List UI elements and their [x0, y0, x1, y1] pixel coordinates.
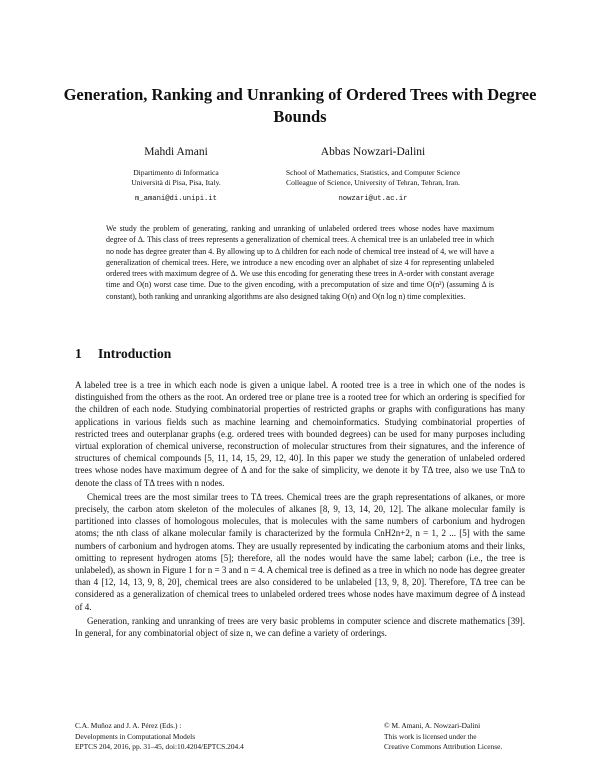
paper-title: Generation, Ranking and Unranking of Ordered Trees with Degree Bounds — [63, 85, 537, 126]
body-text — [75, 379, 525, 639]
author-affiliation: School of Mathematics, Statistics, and Computer Science — [285, 168, 461, 177]
paragraph: Generation, ranking and unranking of trees are very basic problems in computer science and discrete mathematics [39]. In general, for any combinatorial object of size n, we can define a variety of orderings. — [75, 615, 525, 639]
author-block-2 — [258, 146, 488, 206]
paragraph: Chemical trees are the most similar trees to TΔ trees. Chemical trees are the graph representations of alkanes, or more precisely, the carbon atom skeleton of the molecules of alkanes [8, 9, 13, 14, 20, 12]. The alkane molecular family is partitioned into classes of homologous molecules, that is molecules with the same numbers of carbonium and hydrogen atoms; the nth class of alkane molecular family is characterized by the formula CnH2n+2, n = 1, 2 ... [5] with the same numbers of carbonium and hydrogen atoms. They are usually represented by indicating the carbonium atoms and their links, omitting to represent hydrogen atoms [5]; therefore, all the nodes would have the same label; carbon (i.e., the tree is unlabeled), as shown in Figure 1 for n = 3 and n = 4. A chemical tree is defined as a tree in which no node has degree greater than 4 [12, 14, 13, 9, 8, 20], chemical trees are also considered to be unlabeled [13, 9, 8, 20]. Therefore, TΔ tree can be considered as a generalization of chemical trees to unlabeled ordered trees whose nodes have maximum degree of Δ instead of 4. — [75, 491, 525, 612]
footer-right — [384, 721, 502, 753]
footer-license-name: Creative Commons Attribution License. — [384, 742, 503, 751]
paragraph: A labeled tree is a tree in which each node is given a unique label. A rooted tree is a tree in which one of the nodes is distinguished from the others as the root. An ordered tree or plane tree is a rooted tree for which an ordering is specified for the children of each node. Studying combinatorial properties of restricted graphs or graphs with configurations has many applications in various fields such as machine learning and chemoinformatics. Studying combinatorial properties of restricted trees and outerplanar graphs (e.g. ordered trees with bounded degrees) can be used for many purposes including virtual exploration of chemical universe, reconstruction of molecular structures from their signatures, and the inference of structures of chemical compounds [5, 11, 14, 15, 29, 12, 40]. In this paper we study the generation of unlabeled ordered trees whose nodes have maximum degree of Δ and for the sake of simplicity, we denote it by TΔ tree, also we use TnΔ to denote the class of TΔ trees with n nodes. — [75, 380, 525, 488]
author-name: Abbas Nowzari-Dalini — [320, 146, 426, 158]
footer-venue: Developments in Computational Models — [75, 731, 196, 741]
author-email: nowzari@ut.ac.ir — [338, 195, 408, 203]
footer-copyright: © M. Amani, A. Nowzari-Dalini — [384, 721, 481, 730]
author-affiliation: Dipartimento di Informatica — [133, 168, 219, 177]
author-affiliation: Università di Pisa, Pisa, Italy. — [131, 178, 221, 187]
footer-editors: C.A. Muñoz and J. A. Pérez (Eds.) : — [75, 721, 182, 730]
author-affiliation: Colleague of Science, University of Tehran, Tehran, Iran. — [286, 178, 460, 187]
section-title: Introduction — [98, 346, 172, 361]
footer-doi: EPTCS 204, 2016, pp. 31–45, doi:10.4204/EPTCS.204.4 — [75, 742, 244, 751]
footer-license-line: This work is licensed under the — [384, 731, 477, 741]
section-heading — [75, 346, 171, 362]
author-block-1 — [106, 146, 246, 206]
abstract: We study the problem of generating, ranking and unranking of unlabeled ordered trees whose nodes have maximum degree of Δ. This class of trees represents a generalization of chemical trees. A chemical tree is an unlabeled tree in which no node has degree greater than 4. By allowing up to Δ children for each node of chemical tree instead of 4, we will have a generalization of chemical trees. Here, we introduce a new encoding over an alphabet of size 4 for representing unlabeled ordered trees with maximum degree of Δ. We use this encoding for generating these trees in A-order with constant average time and O(n) worst case time. Due to the given encoding, with a precomputation of size and time O(n²) (assuming Δ is constant), both ranking and unranking algorithms are also designed taking O(n) and O(n log n) time complexities. — [106, 224, 494, 301]
author-name: Mahdi Amani — [144, 146, 208, 158]
footer-left — [75, 721, 244, 753]
author-email: m_amani@di.unipi.it — [135, 195, 217, 203]
section-number: 1 — [75, 346, 82, 361]
